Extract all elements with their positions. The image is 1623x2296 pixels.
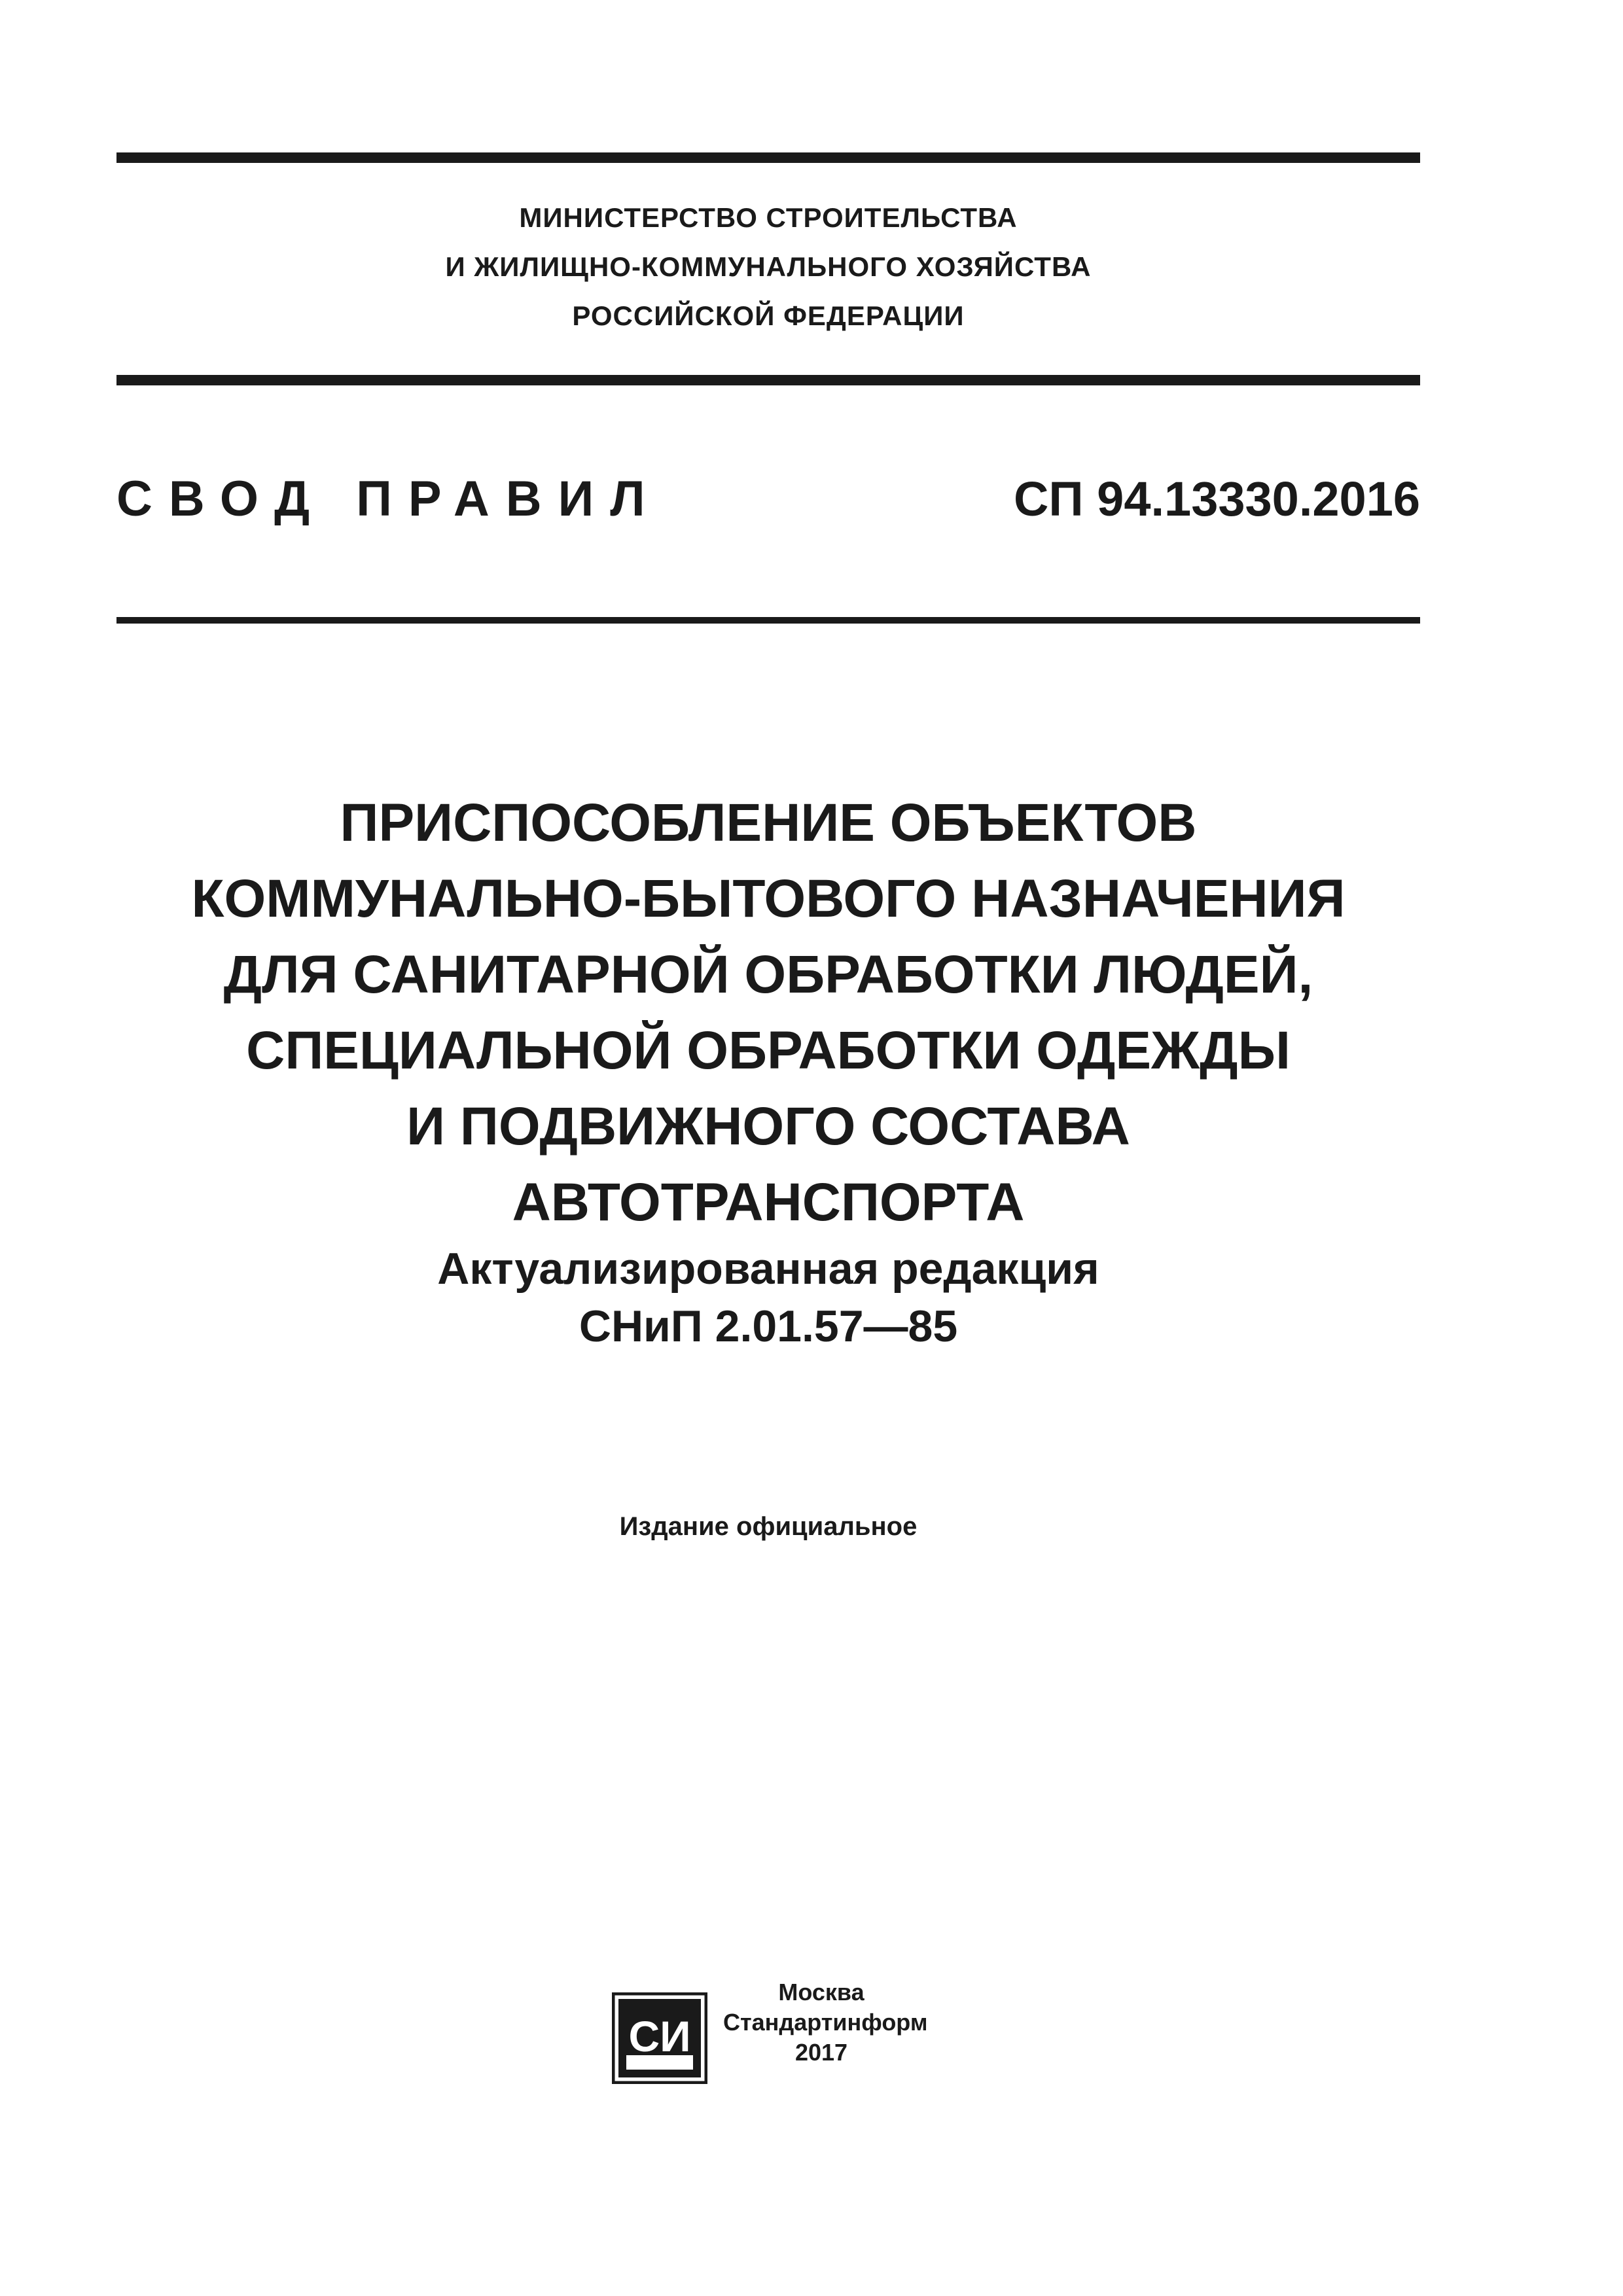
publisher-name: Стандартинформ (723, 2009, 928, 2036)
document-subtitle (116, 1240, 1420, 1355)
title-line: АВТОТРАНСПОРТА (512, 1173, 1025, 1232)
publisher-city: Москва (778, 1979, 865, 2005)
publisher-year: 2017 (794, 2039, 848, 2066)
title-line: СПЕЦИАЛЬНОЙ ОБРАБОТКИ ОДЕЖДЫ (246, 1021, 1291, 1080)
document-kind: СВОД ПРАВИЛ (116, 471, 662, 527)
publisher-block (723, 1977, 928, 2068)
subtitle-line: Актуализированная редакция (437, 1244, 1099, 1294)
top-rule (116, 152, 1420, 163)
title-line: ПРИСПОСОБЛЕНИЕ ОБЪЕКТОВ (340, 793, 1197, 853)
standartinform-logo-icon (612, 1992, 707, 2084)
ministry-line: РОССИЙСКОЙ ФЕДЕРАЦИИ (572, 300, 965, 331)
ministry-line: МИНИСТЕРСТВО СТРОИТЕЛЬСТВА (519, 202, 1018, 233)
ministry-line: И ЖИЛИЩНО-КОММУНАЛЬНОГО ХОЗЯЙСТВА (445, 251, 1092, 282)
document-number: СП 94.13330.2016 (1013, 472, 1420, 526)
document-title (116, 785, 1420, 1241)
header-rule (116, 375, 1420, 385)
title-line: ДЛЯ САНИТАРНОЙ ОБРАБОТКИ ЛЮДЕЙ, (223, 945, 1313, 1004)
logo-text: СИ (628, 2012, 691, 2060)
title-line: И ПОДВИЖНОГО СОСТАВА (406, 1097, 1130, 1156)
subtitle-line: СНиП 2.01.57—85 (579, 1301, 958, 1351)
title-line: КОММУНАЛЬНО-БЫТОВОГО НАЗНАЧЕНИЯ (191, 869, 1346, 928)
code-rule (116, 617, 1420, 624)
edition-note: Издание официальное (619, 1512, 918, 1541)
ministry-header (116, 193, 1420, 340)
